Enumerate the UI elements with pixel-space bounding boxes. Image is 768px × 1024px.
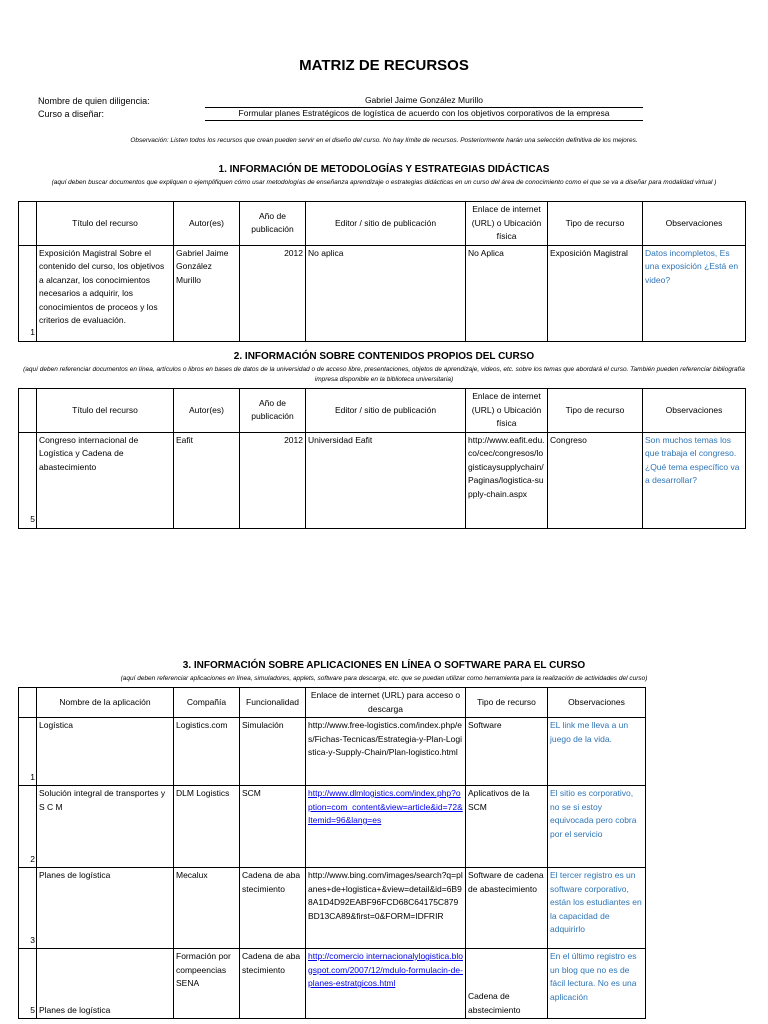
table-row bbox=[19, 432, 746, 528]
course-value: Formular planes Estratégicos de logística de acuerdo con los objetivos corporativos de la empresa bbox=[205, 108, 643, 121]
header-app-name: Nombre de la aplicación bbox=[37, 688, 174, 718]
app-name: Planes de logística bbox=[37, 868, 174, 949]
row-number: 1 bbox=[19, 718, 37, 786]
header-year: Año de publicación bbox=[240, 202, 306, 246]
header-title: Título del recurso bbox=[37, 202, 174, 246]
table-row bbox=[19, 245, 746, 341]
resource-type: Congreso bbox=[548, 432, 643, 528]
resource-observations: Son muchos temas los que trabaja el congreso. ¿Qué tema específico va a desarrollar? bbox=[643, 432, 746, 528]
section2-title: 2. INFORMACIÓN SOBRE CONTENIDOS PROPIOS DEL CURSO bbox=[233, 351, 535, 362]
section1-note: (aquí deben buscar documentos que expliquen o ejemplifiquen cómo usar metodologías de enseñanza aprendizaje o estrategias didácticas en un curso del área de conocimiento como el que se va a diseñar para modalidad virtual ) bbox=[51, 179, 717, 186]
table-row bbox=[19, 786, 646, 868]
app-name: Planes de logística bbox=[37, 949, 174, 1019]
row-number: 5 bbox=[19, 432, 37, 528]
header-num bbox=[19, 202, 37, 246]
resource-year: 2012 bbox=[240, 432, 306, 528]
observation-note: Observación: Listen todos los recursos que crean pueden servir en el diseño del curso. No hay límite de recursos. Posteriormente harán una selección definitiva de los mejores. bbox=[130, 137, 638, 144]
app-functionality: Cadena de abastecimiento bbox=[240, 949, 306, 1019]
app-company: Formación por compeencias SENA bbox=[174, 949, 240, 1019]
section2-table bbox=[18, 388, 746, 529]
app-type: Software de cadena de abastecimiento bbox=[466, 868, 548, 949]
course-label: Curso a diseñar: bbox=[38, 109, 105, 119]
header-type: Tipo de recurso bbox=[466, 688, 548, 718]
app-url-link[interactable]: http://www.dlmlogistics.com/index.php?option=com_content&view=article&id=72&Itemid=96&lang=es bbox=[308, 788, 463, 825]
app-functionality: Simulación bbox=[240, 718, 306, 786]
page-title: MATRIZ DE RECURSOS bbox=[299, 57, 469, 74]
app-observations: El sitio es corporativo, no se si estoy equivocada pero cobra por el servicio bbox=[548, 786, 646, 868]
header-observations: Observaciones bbox=[548, 688, 646, 718]
table-row bbox=[19, 718, 646, 786]
header-author: Autor(es) bbox=[174, 389, 240, 433]
section3-table bbox=[18, 687, 646, 1019]
name-label: Nombre de quien diligencia: bbox=[38, 96, 150, 106]
resource-observations: Datos incompletos, Es una exposición ¿Está en video? bbox=[643, 245, 746, 341]
header-year: Año de publicación bbox=[240, 389, 306, 433]
section1-title: 1. INFORMACIÓN DE METODOLOGÍAS Y ESTRATEGIAS DIDÁCTICAS bbox=[218, 164, 550, 175]
app-type: Cadena de abstecimiento bbox=[466, 949, 548, 1019]
app-name: Solución integral de transportes y S C M bbox=[37, 786, 174, 868]
row-number: 2 bbox=[19, 786, 37, 868]
header-url: Enlace de internet (URL) o Ubicación física bbox=[466, 202, 548, 246]
resource-title: Congreso internacional de Logística y Cadena de abastecimiento bbox=[37, 432, 174, 528]
resource-year: 2012 bbox=[240, 245, 306, 341]
header-functionality: Funcionalidad bbox=[240, 688, 306, 718]
table-row bbox=[19, 949, 646, 1019]
resource-editor: No aplica bbox=[306, 245, 466, 341]
row-number: 5 bbox=[19, 949, 37, 1019]
app-functionality: SCM bbox=[240, 786, 306, 868]
header-num bbox=[19, 389, 37, 433]
app-type: Aplicativos de la SCM bbox=[466, 786, 548, 868]
header-url: Enlace de internet (URL) o Ubicación física bbox=[466, 389, 548, 433]
app-url-link[interactable]: http://comercio internacionalylogistica.blogspot.com/2007/12/mdulo-formulacin-de-planes-estratgicos.html bbox=[308, 951, 463, 988]
app-url: http://www.free-logistics.com/index.php/es/Fichas-Tecnicas/Estrategia-y-Plan-Logistica-y-Supply-Chain/Plan-logistico.html bbox=[306, 718, 466, 786]
resource-type: Exposición Magistral bbox=[548, 245, 643, 341]
header-num bbox=[19, 688, 37, 718]
resource-url: http://www.eafit.edu.co/cec/congresos/logisticaysupplychain/Paginas/logistica-supply-chain.aspx bbox=[466, 432, 548, 528]
app-observations: EL link me lleva a un juego de la vida. bbox=[548, 718, 646, 786]
table-row bbox=[19, 868, 646, 949]
app-name: Logística bbox=[37, 718, 174, 786]
row-number: 3 bbox=[19, 868, 37, 949]
section3-note: (aquí deben referenciar aplicaciones en línea, simuladores, applets, software para descarga, etc. que se puedan utilizar como herramienta para la realización de actividades del curso) bbox=[120, 675, 648, 682]
header-title: Título del recurso bbox=[37, 389, 174, 433]
resource-author: Gabriel Jaime González Murillo bbox=[174, 245, 240, 341]
header-observations: Observaciones bbox=[643, 202, 746, 246]
app-observations: El tercer registro es un software corporativo, están los estudiantes en la capacidad de adquirirlo bbox=[548, 868, 646, 949]
app-company: Logistics.com bbox=[174, 718, 240, 786]
name-value: Gabriel Jaime González Murillo bbox=[205, 95, 643, 108]
app-functionality: Cadena de abastecimiento bbox=[240, 868, 306, 949]
section2-note: (aquí deben referenciar documentos en línea, artículos o libros en bases de datos de la universidad o de acceso libre, presentaciones, objetos de aprendizaje, videos, etc. sobre los temas que abordará el curso. También pueden referenciar bibliografía impresa disponible en la biblioteca universitaria) bbox=[23, 366, 745, 383]
app-url: http://www.bing.com/images/search?q=planes+de+logistica+&view=detail&id=6B98A1D4D92EABF96FCD68C64175C879BD13CA89&first=0&FORM=IDFRIR bbox=[306, 868, 466, 949]
row-number: 1 bbox=[19, 245, 37, 341]
app-type: Software bbox=[466, 718, 548, 786]
header-url: Enlace de internet (URL) para acceso o descarga bbox=[306, 688, 466, 718]
resource-author: Eafit bbox=[174, 432, 240, 528]
app-observations: En el último registro es un blog que no es de fácil lectura. No es una aplicación bbox=[548, 949, 646, 1019]
header-observations: Observaciones bbox=[643, 389, 746, 433]
app-company: Mecalux bbox=[174, 868, 240, 949]
resource-url: No Aplica bbox=[466, 245, 548, 341]
header-author: Autor(es) bbox=[174, 202, 240, 246]
header-editor: Editor / sitio de publicación bbox=[306, 389, 466, 433]
resource-editor: Universidad Eafit bbox=[306, 432, 466, 528]
section3-title: 3. INFORMACIÓN SOBRE APLICACIONES EN LÍNEA O SOFTWARE PARA EL CURSO bbox=[182, 660, 586, 671]
header-editor: Editor / sitio de publicación bbox=[306, 202, 466, 246]
app-company: DLM Logistics bbox=[174, 786, 240, 868]
header-type: Tipo de recurso bbox=[548, 389, 643, 433]
header-type: Tipo de recurso bbox=[548, 202, 643, 246]
resource-title: Exposición Magistral Sobre el contenido del curso, los objetivos a alcanzar, los conocimientos necesarios a adquirir, los conocimientos de proceos y los criterios de evaluación. bbox=[37, 245, 174, 341]
section1-table bbox=[18, 201, 746, 342]
header-company: Compañía bbox=[174, 688, 240, 718]
